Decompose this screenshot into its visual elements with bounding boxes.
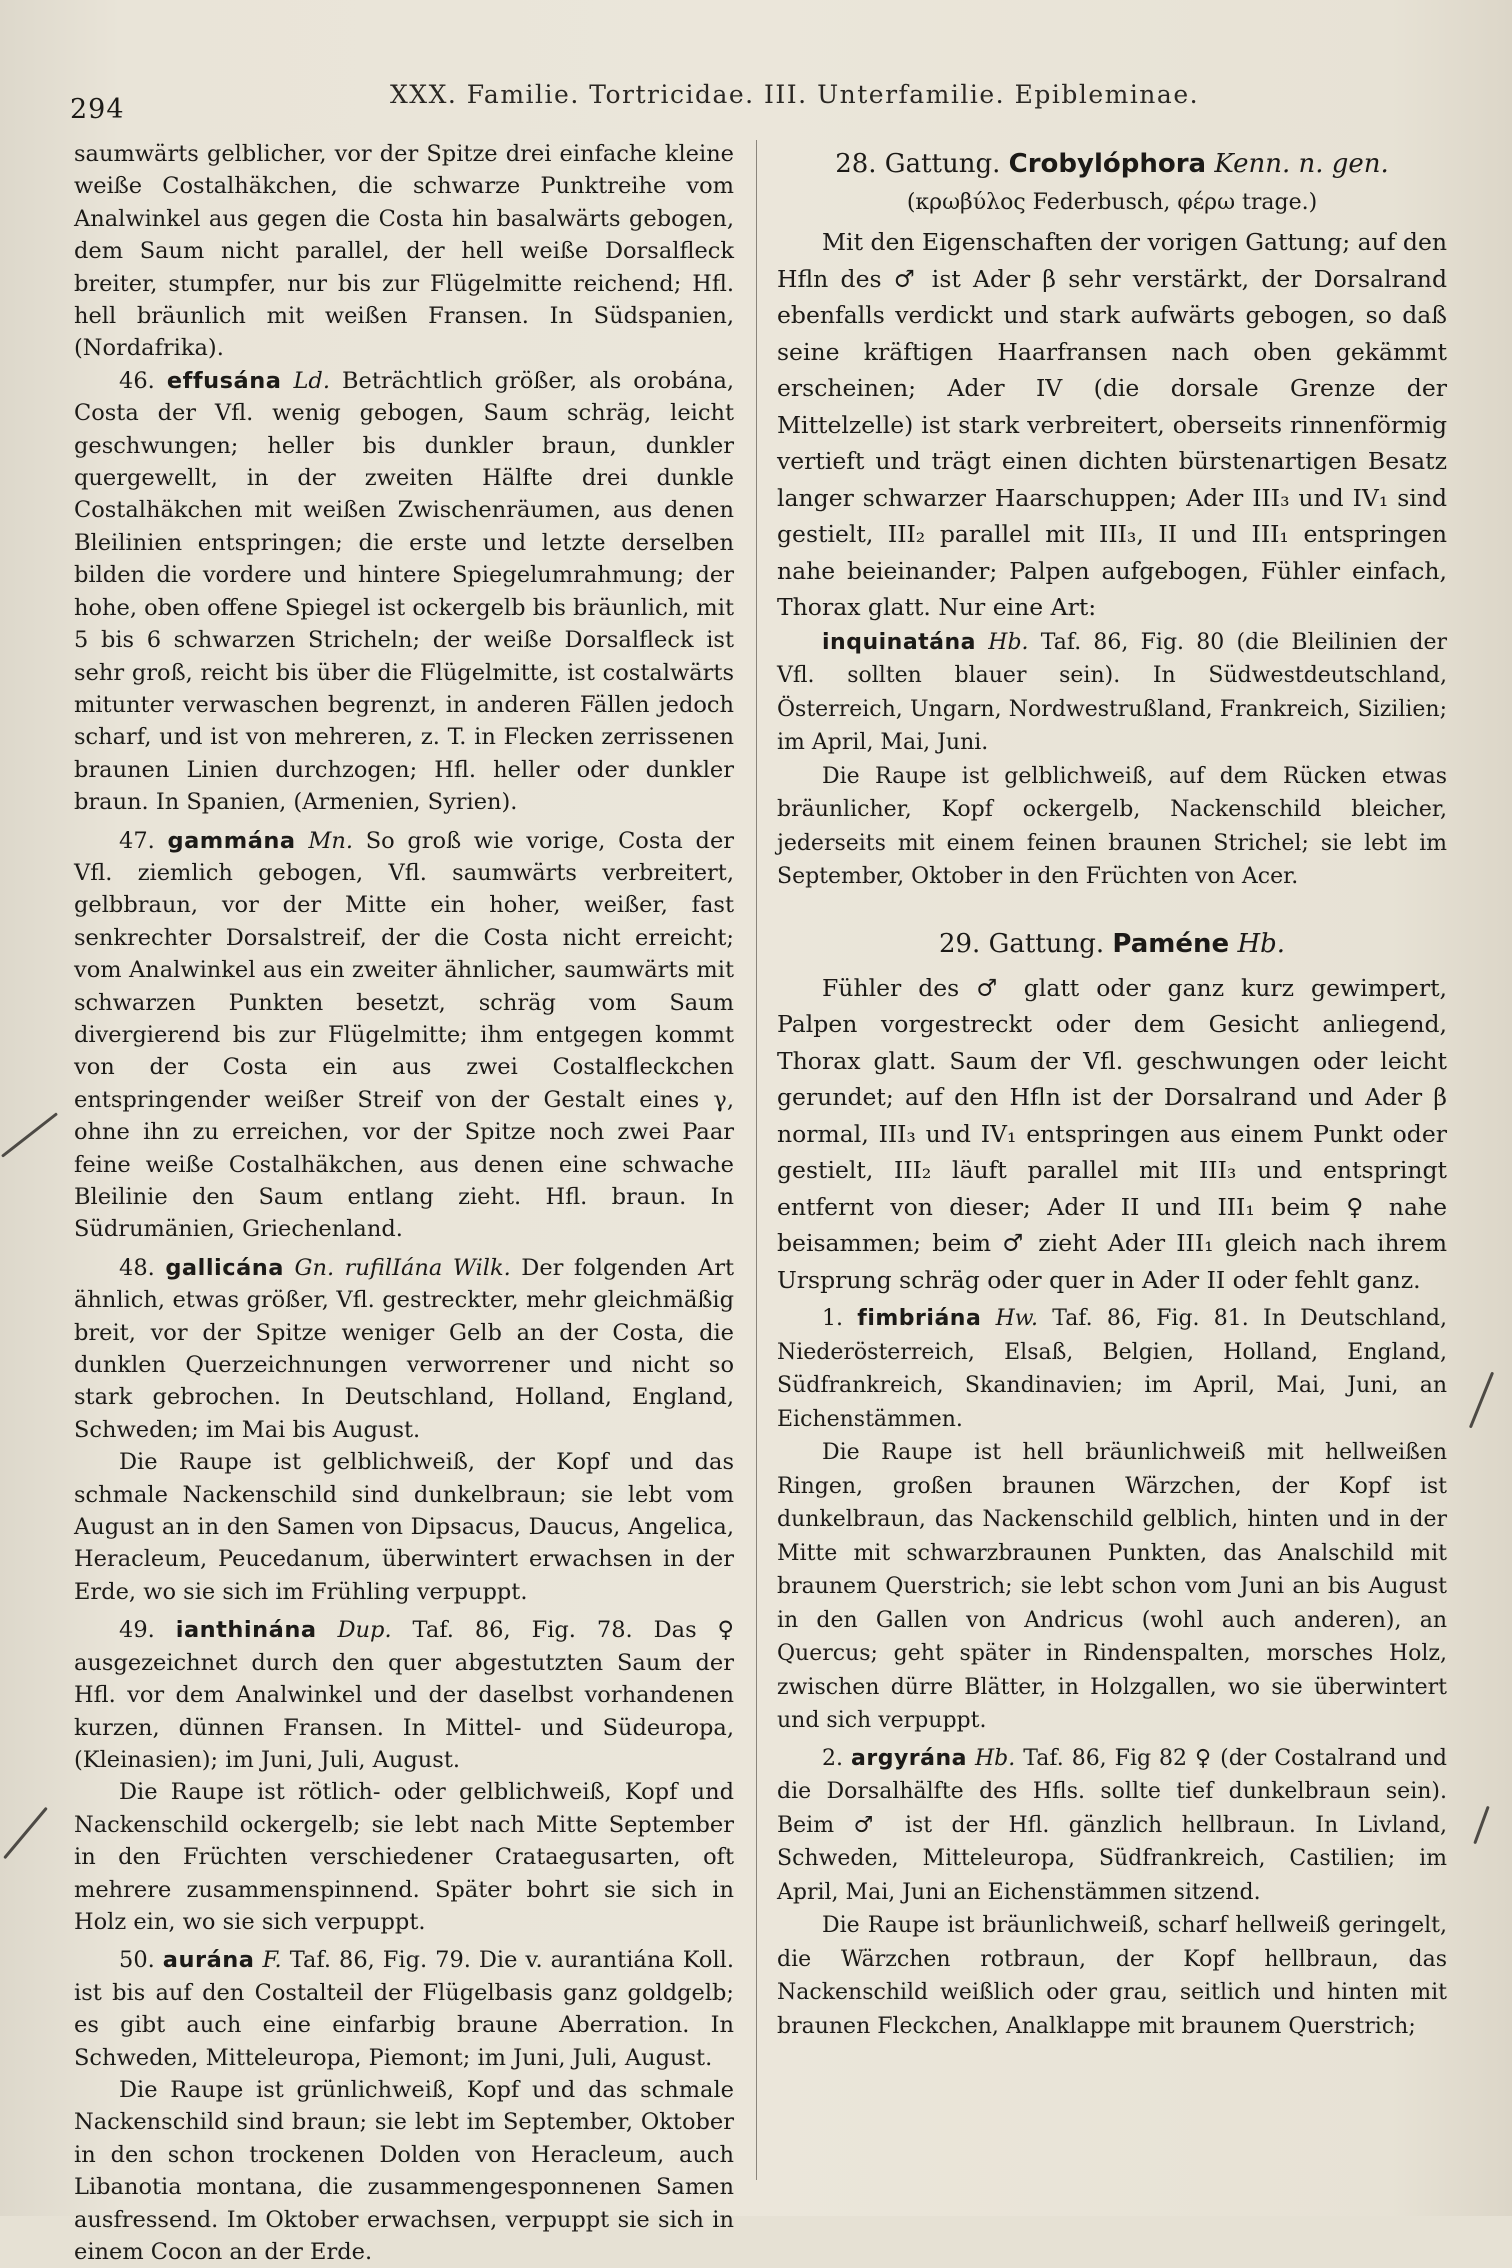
species-name: aurána — [162, 1947, 255, 1974]
species-name: inquinatána — [822, 629, 977, 655]
entry-number: 49. — [119, 1617, 155, 1644]
species-author: F. — [262, 1947, 282, 1974]
entry-48 — [74, 1252, 734, 1446]
entry-text: Taf. 86, Fig. 80 (die Bleilinien der Vfl. sollten blauer sein). In Südwestdeutschland, Österreich, Ungarn, Nordwestrußland, Frankreich, Sizilien; im April, Mai, Juni. — [777, 629, 1447, 755]
page-number: 294 — [70, 94, 125, 125]
genus-author: Hb. — [1237, 928, 1286, 959]
pencil-mark — [1473, 1806, 1490, 1845]
species-name: ianthinána — [175, 1617, 317, 1644]
page-header — [70, 72, 1450, 132]
continued-paragraph: saumwärts gelblicher, vor der Spitze drei einfache kleine weiße Costalhäkchen, die schwarze Punktreihe vom Analwinkel aus gegen die Costa hin basalwärts gebogen, dem Saum nicht parallel, der hell weiße Dorsalfleck breiter, stumpfer, nur bis zur Flügelmitte reichend; Hfl. hell bräunlich mit weißen Fransen. In Südspanien, (Nordafrika). — [74, 141, 734, 362]
entry-number: 2. — [822, 1745, 843, 1771]
entry-50-larva: Die Raupe ist grünlichweiß, Kopf und das schmale Nackenschild sind braun; sie lebt im September, Oktober in den schon trockenen Dolden von Heracleum, auch Libanotia montana, die zusammengesponnenen Samen ausfressend. Im Oktober erwachsen, verpuppt sie sich in einem Cocon an der Erde. — [74, 2076, 734, 2265]
species-name: argyrána — [851, 1745, 967, 1771]
entry-number: 48. — [119, 1254, 155, 1281]
entry-48-larva: Die Raupe ist gelblichweiß, der Kopf und das schmale Nackenschild sind dunkelbraun; sie lebt vom August an in den Samen von Dipsacus, Daucus, Angelica, Heracleum, Peucedanum, überwintert erwachsen in der Erde, wo sie sich im Frühling verpuppt. — [74, 1449, 734, 1605]
entry-text: Der folgenden Art ähnlich, etwas größer, Vfl. gestreckter, mehr gleichmäßig breit, vor der Spitze weniger Gelb an der Costa, die dunklen Querzeichnungen verworrener und nicht so stark gebrochen. In Deutschland, Holland, England, Schweden; im Mai bis August. — [74, 1254, 734, 1443]
entry-number: 1. — [822, 1306, 843, 1331]
pencil-mark — [1, 1112, 58, 1157]
species-author: Mn. — [308, 827, 353, 854]
entry-47 — [74, 825, 734, 1246]
genus-29-description: Fühler des ♂ glatt oder ganz kurz gewimpert, Palpen vorgestreckt oder dem Gesicht anliegend, Thorax glatt. Saum der Vfl. geschwungen oder leicht gerundet; auf den Hfln ist der Dorsalrand und Ader β normal, III₃ und IV₁ entspringen aus einem Punkt oder gestielt, III₂ läuft parallel mit III₃ und entspringt entfernt von dieser; Ader II und III₁ beim ♀ nahe beisammen; beim ♂ zieht Ader III₁ gleich nach ihrem Ursprung schräg oder quer in Ader II oder fehlt ganz. — [777, 973, 1447, 1294]
species-author: Dup. — [337, 1617, 392, 1644]
entry-text: Taf. 86, Fig 82 ♀ (der Costalrand und die Dorsalhälfte des Hfls. sollte tief dunkelbraun sein). Beim ♂ ist der Hfl. gänzlich hellbraun. In Livland, Schweden, Mitteleuropa, Südfrankreich, Castilien; im April, Mai, Juni an Eichenstämmen sitzend. — [777, 1745, 1447, 1905]
pencil-mark — [3, 1807, 48, 1859]
entry-50 — [74, 1944, 734, 2074]
species-argyrana — [777, 1742, 1447, 1910]
species-author: Hb. — [988, 629, 1029, 655]
species-name: effusána — [166, 367, 282, 394]
entry-49-larva: Die Raupe ist rötlich- oder gelblichweiß, Kopf und Nackenschild ockergelb; sie lebt nach Mitte September in den Früchten verschiedener Crataegusarten, oft mehrere zusammenspinnend. Später bohrt sie sich in Holz ein, wo sie sich verpuppt. — [74, 1779, 734, 1935]
entry-text: Taf. 86, Fig. 78. Das ♀ ausgezeichnet durch den quer abgestutzten Saum der Hfl. vor dem Analwinkel und der daselbst vorhandenen kurzen, dünnen Fransen. In Mittel- und Südeuropa, (Kleinasien); im Juni, Juli, August. — [74, 1617, 735, 1773]
species-inquinatana-larva: Die Raupe ist gelblichweiß, auf dem Rücken etwas bräunlicher, Kopf ockergelb, Nackenschild bleicher, jederseits mit einem feinen braunen Strichel; sie lebt im September, Oktober in den Früchten von Acer. — [777, 763, 1447, 889]
species-name: gallicána — [165, 1254, 284, 1281]
genus-label: 29. Gattung. — [938, 928, 1105, 959]
entry-text: Taf. 86, Fig. 79. Die v. aurantiána Koll. ist bis auf den Costalteil der Flügelbasis ganz goldgelb; es gibt auch eine einfarbig braune Aberration. In Schweden, Mitteleuropa, Piemont; im Juni, Juli, August. — [74, 1947, 734, 2071]
species-argyrana-larva: Die Raupe ist bräunlichweiß, scharf hellweiß geringelt, die Wärzchen rotbraun, der Kopf hellbraun, das Nackenschild weißlich oder grau, seitlich und hinten mit braunen Fleckchen, Analklappe mit braunem Querstrich; — [777, 1913, 1447, 2039]
entry-text: Taf. 86, Fig. 81. In Deutschland, Niederösterreich, Elsaß, Belgien, Holland, England, Südfrankreich, Skandinavien; im April, Mai, Juni, an Eichenstämmen. — [777, 1306, 1447, 1432]
column-divider — [756, 140, 757, 2180]
species-name: gammána — [167, 827, 296, 854]
genus-heading-28 — [777, 144, 1447, 184]
species-author: Gn. rufilIána Wilk. — [294, 1254, 511, 1281]
species-author: Ld. — [293, 367, 330, 394]
entry-text: Beträchtlich größer, als orobána, Costa der Vfl. wenig gebogen, Saum schräg, leicht geschwungen; heller bis dunkler braun, dunkler quergewellt, in der zweiten Hälfte drei dunkle Costalhäkchen mit weißen Zwischenräumen, aus denen Bleilinien entspringen; die erste und letzte derselben bilden die vordere und hintere Spiegelumrahmung; der hohe, oben offene Spiegel ist ockergelb bis bräunlich, mit 5 bis 6 schwarzen Stricheln; der weiße Dorsalfleck ist sehr groß, reicht bis über die Flügelmitte, ist costalwärts mitunter verwaschen begrenzt, in anderen Fällen jedoch scharf, und ist von mehreren, z. T. in Flecken zerrissenen braunen Linien durchzogen; Hfl. heller oder dunkler braun. In Spanien, (Armenien, Syrien). — [74, 367, 735, 816]
entry-text: So groß wie vorige, Costa der Vfl. ziemlich gebogen, Vfl. saumwärts verbreitert, gelbbraun, vor der Mitte ein hoher, weißer, fast senkrechter Dorsalstreif, der die Costa nicht erreicht; vom Analwinkel aus ein zweiter ähnlicher, saumwärts mit schwarzen Punkten besetzt, schräg vom Saum divergierend bis zur Flügelmitte; ihm entgegen kommt von der Costa ein aus zwei Costalfleckchen entspringender weißer Streif von der Gestalt eines γ, ohne ihn zu erreichen, vor der Spitze noch zwei Paar feine weiße Costalhäkchen, aus denen eine schwache Bleilinie den Saum entlang zieht. Hfl. braun. In Südrumänien, Griechenland. — [74, 827, 735, 1243]
entry-49 — [74, 1614, 734, 1776]
genus-name: Paméne — [1112, 928, 1230, 959]
entry-number: 46. — [119, 367, 155, 394]
species-fimbriana-larva: Die Raupe ist hell bräunlichweiß mit hellweißen Ringen, großen braunen Wärzchen, der Kopf ist dunkelbraun, das Nackenschild gelblich, hinten und in der Mitte mit schwarzbraunen Punkten, das Analschild mit braunem Querstrich; sie lebt schon vom Juni an bis August in den Gallen von Andricus (wohl auch anderen), an Quercus; geht später in Rindenspalten, morsches Holz, zwischen dürre Blätter, in Holzgallen, wo sie überwintert und sich verpuppt. — [777, 1440, 1447, 1733]
pencil-mark — [1469, 1372, 1494, 1429]
species-inquinatana — [777, 626, 1447, 760]
running-head: XXX. Familie. Tortricidae. III. Unterfamilie. Epibleminae. — [390, 80, 1200, 109]
genus-etymology: (κρωβύλος Federbusch, φέρω trage.) — [906, 190, 1318, 215]
right-column — [777, 138, 1447, 2196]
genus-heading-29 — [777, 924, 1447, 964]
species-author: Hb. — [975, 1745, 1016, 1771]
genus-name: Crobylóphora — [1008, 149, 1207, 179]
genus-author: Kenn. n. gen. — [1214, 149, 1389, 179]
entry-number: 50. — [119, 1947, 155, 1974]
entry-number: 47. — [119, 827, 155, 854]
species-fimbriana — [777, 1302, 1447, 1436]
species-author: Hw. — [995, 1306, 1038, 1331]
left-column — [74, 138, 735, 2265]
entry-46 — [74, 365, 734, 819]
species-name: fimbriána — [857, 1306, 982, 1331]
genus-28-description: Mit den Eigenschaften der vorigen Gattung; auf den Hfln des ♂ ist Ader β sehr verstärkt, der Dorsalrand ebenfalls verdickt und stark aufwärts gebogen, so daß seine kräftigen Haarfransen nach oben gekämmt erscheinen; Ader IV (die dorsale Grenze der Mittelzelle) ist stark verbreitert, oberseits rinnenförmig vertieft und trägt einen dichten bürstenartigen Besatz langer schwarzer Haarschuppen; Ader III₃ und IV₁ sind gestielt, III₂ parallel mit III₃, II und III₁ entspringen nahe beieinander; Palpen aufgebogen, Fühler einfach, Thorax glatt. Nur eine Art: — [777, 228, 1447, 621]
genus-label: 28. Gattung. — [835, 149, 1001, 179]
